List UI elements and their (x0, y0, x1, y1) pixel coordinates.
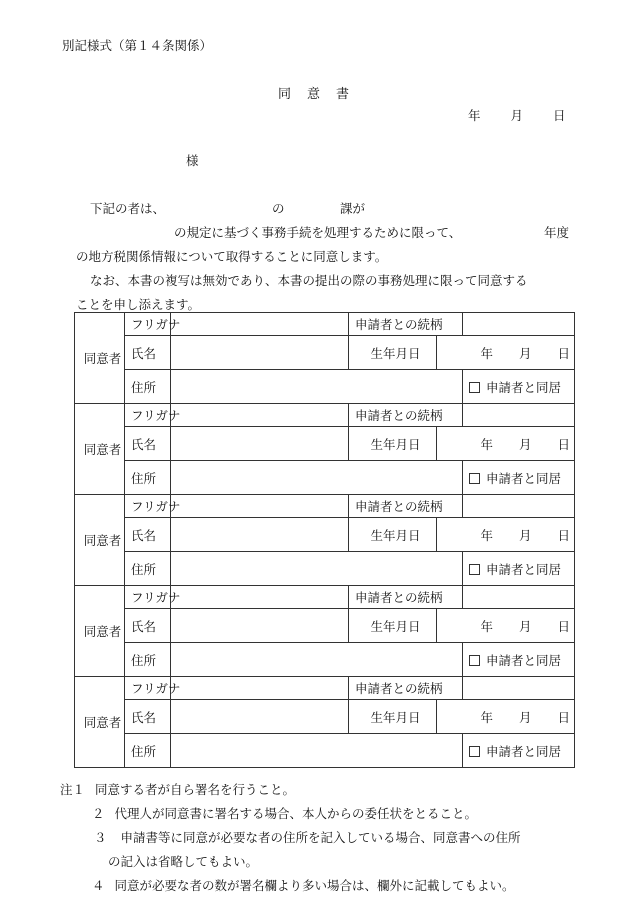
relation-label: 申請者との続柄 (349, 677, 463, 700)
consenter-2-name-row (75, 427, 575, 461)
body-text-1b: の (272, 201, 285, 216)
checkbox-icon[interactable] (469, 473, 480, 484)
birthdate-field[interactable]: 年 月 日 (437, 518, 575, 552)
kana-field[interactable] (171, 313, 349, 336)
consenter-2-address-row (75, 461, 575, 495)
relation-field[interactable] (463, 677, 575, 700)
body-text-5: ことを申し添えます。 (76, 297, 201, 312)
kana-field[interactable] (171, 495, 349, 518)
date-year: 年 (468, 108, 481, 123)
consenter-label: 同意者 (75, 495, 125, 586)
cohabit-label: 申請者と同居 (486, 379, 562, 395)
relation-field[interactable] (463, 404, 575, 427)
cohabit-option[interactable] (463, 370, 575, 404)
consenter-label: 同意者 (75, 404, 125, 495)
name-field[interactable] (171, 518, 349, 552)
date-line (468, 110, 566, 123)
consenter-3-kana-row (75, 495, 575, 518)
consenter-4-name-row (75, 609, 575, 643)
kana-label: フリガナ (125, 404, 171, 427)
relation-label: 申請者との続柄 (349, 586, 463, 609)
name-label: 氏名 (125, 609, 171, 643)
name-field[interactable] (171, 427, 349, 461)
body-text-2a: の規定に基づく事務手続を処理するために限って、 (174, 225, 462, 240)
checkbox-icon[interactable] (469, 382, 480, 393)
cohabit-option[interactable] (463, 734, 575, 768)
address-label: 住所 (125, 643, 171, 677)
consenter-2-kana-row (75, 404, 575, 427)
consenter-5-kana-row (75, 677, 575, 700)
address-field[interactable] (171, 461, 463, 495)
birthdate-field[interactable]: 年 月 日 (437, 700, 575, 734)
name-label: 氏名 (125, 700, 171, 734)
cohabit-option[interactable] (463, 461, 575, 495)
cohabit-option[interactable] (463, 643, 575, 677)
kana-label: フリガナ (125, 313, 171, 336)
birthdate-label: 生年月日 (349, 336, 437, 370)
checkbox-icon[interactable] (469, 655, 480, 666)
relation-label: 申請者との続柄 (349, 404, 463, 427)
addressee-suffix: 様 (186, 153, 199, 168)
relation-label: 申請者との続柄 (349, 495, 463, 518)
kana-label: フリガナ (125, 495, 171, 518)
note-1: 注１ 同意する者が自ら署名を行うこと。 (60, 782, 296, 797)
consenter-3-name-row (75, 518, 575, 552)
cohabit-label: 申請者と同居 (486, 652, 562, 668)
cohabit-option[interactable] (463, 552, 575, 586)
address-field[interactable] (171, 552, 463, 586)
name-field[interactable] (171, 700, 349, 734)
address-label: 住所 (125, 370, 171, 404)
date-month: 月 (510, 108, 524, 123)
checkbox-icon[interactable] (469, 746, 480, 757)
relation-field[interactable] (463, 313, 575, 336)
consenter-1-name-row (75, 336, 575, 370)
relation-field[interactable] (463, 495, 575, 518)
form-title: 別記様式（第１４条関係） (62, 38, 213, 53)
birthdate-label: 生年月日 (349, 427, 437, 461)
name-label: 氏名 (125, 336, 171, 370)
kana-label: フリガナ (125, 677, 171, 700)
birthdate-field[interactable]: 年 月 日 (437, 427, 575, 461)
birthdate-label: 生年月日 (349, 609, 437, 643)
note-2: ２ 代理人が同意書に署名する場合、本人からの委任状をとること。 (92, 806, 478, 821)
address-field[interactable] (171, 370, 463, 404)
kana-field[interactable] (171, 586, 349, 609)
address-field[interactable] (171, 643, 463, 677)
birthdate-label: 生年月日 (349, 518, 437, 552)
consenter-label: 同意者 (75, 313, 125, 404)
name-label: 氏名 (125, 518, 171, 552)
note-3-continued: の記入は省略してもよい。 (108, 854, 259, 869)
cohabit-label: 申請者と同居 (486, 470, 562, 486)
cohabit-label: 申請者と同居 (486, 743, 562, 759)
document-title: 同意書 (278, 87, 366, 102)
consenter-4-kana-row (75, 586, 575, 609)
checkbox-icon[interactable] (469, 564, 480, 575)
kana-label: フリガナ (125, 586, 171, 609)
birthdate-field[interactable]: 年 月 日 (437, 609, 575, 643)
relation-field[interactable] (463, 586, 575, 609)
relation-label: 申請者との続柄 (349, 313, 463, 336)
address-label: 住所 (125, 734, 171, 768)
address-label: 住所 (125, 552, 171, 586)
consent-table (74, 312, 575, 768)
body-text-1a: 下記の者は、 (90, 201, 166, 216)
consenter-5-name-row (75, 700, 575, 734)
body-text-3: の地方税関係情報について取得することに同意します。 (76, 249, 388, 264)
body-text-2b: 年度 (544, 225, 570, 240)
name-field[interactable] (171, 609, 349, 643)
consenter-1-kana-row (75, 313, 575, 336)
consenter-1-address-row (75, 370, 575, 404)
name-label: 氏名 (125, 427, 171, 461)
consenter-label: 同意者 (75, 586, 125, 677)
body-text-4: なお、本書の複写は無効であり、本書の提出の際の事務処理に限って同意する (90, 273, 528, 288)
consenter-3-address-row (75, 552, 575, 586)
birthdate-field[interactable]: 年 月 日 (437, 336, 575, 370)
kana-field[interactable] (171, 404, 349, 427)
consenter-5-address-row (75, 734, 575, 768)
date-day: 日 (553, 108, 566, 123)
birthdate-label: 生年月日 (349, 700, 437, 734)
consenter-4-address-row (75, 643, 575, 677)
cohabit-label: 申請者と同居 (486, 561, 562, 577)
note-3: ３ 申請書等に同意が必要な者の住所を記入している場合、同意書への住所 (94, 830, 521, 845)
name-field[interactable] (171, 336, 349, 370)
address-field[interactable] (171, 734, 463, 768)
address-label: 住所 (125, 461, 171, 495)
consenter-label: 同意者 (75, 677, 125, 768)
kana-field[interactable] (171, 677, 349, 700)
body-text-1c: 課が (340, 201, 366, 216)
note-4: ４ 同意が必要な者の数が署名欄より多い場合は、欄外に記載してもよい。 (92, 878, 515, 893)
